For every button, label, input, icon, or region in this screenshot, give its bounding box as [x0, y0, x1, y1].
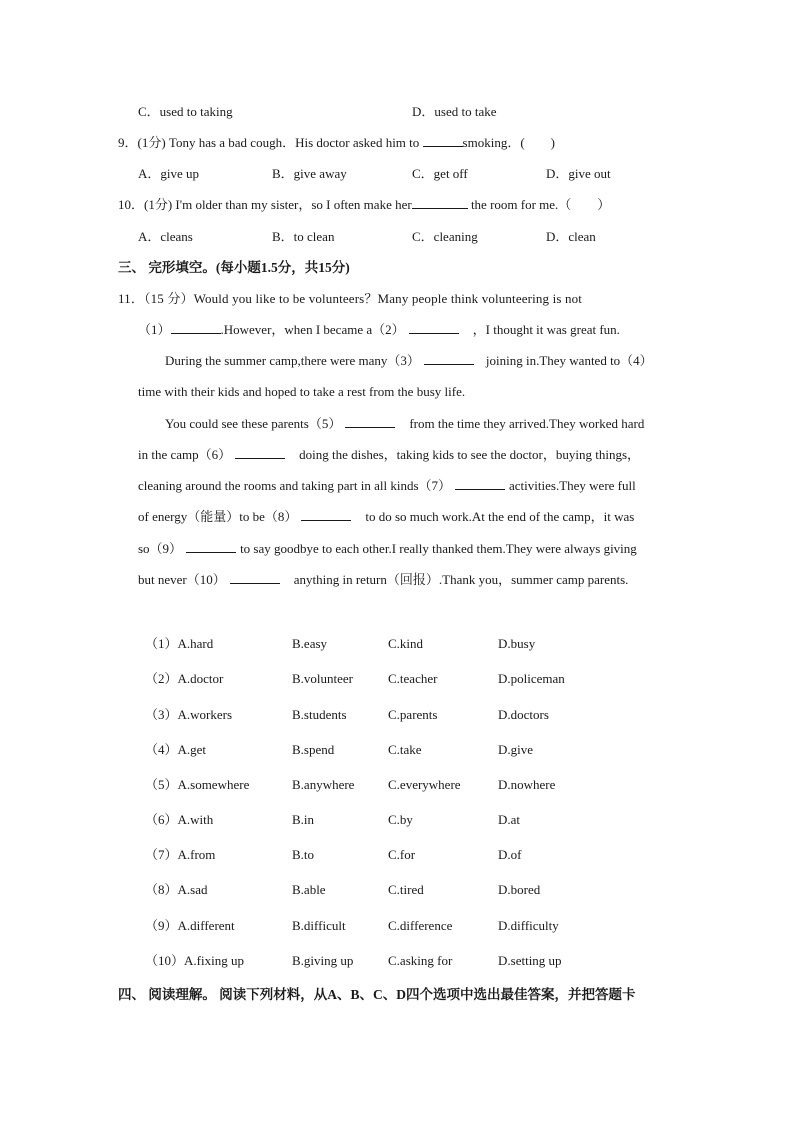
q9-blank [423, 134, 463, 147]
q8-option-c: C．used to taking [138, 104, 233, 119]
q9-option-d: D．give out [546, 166, 611, 181]
q11-line-9: so（9） to say goodbye to each other.I really thanked them.They were always giving [138, 541, 637, 556]
blank-5 [345, 415, 395, 428]
q11-line-8: of energy（能量）to be（8） to do so much work.At the end of the camp，it was [138, 509, 635, 524]
blank-3 [424, 352, 474, 365]
blank-10 [230, 571, 280, 584]
q11-line-4: time with their kids and hoped to take a rest from the busy life. [138, 384, 466, 399]
q9-stem: 9．(1分) Tony has a bad cough．His doctor asked him to smoking．( ) [118, 135, 555, 150]
q10-blank [412, 196, 468, 209]
blank-1 [171, 321, 221, 334]
q10-option-d: D．clean [546, 229, 596, 244]
blank-9 [186, 540, 236, 553]
blank-2 [409, 321, 459, 334]
q11-line-1: 11．（15 分）Would you like to be volunteers？Many people think volunteering is not [118, 291, 583, 306]
q11-line-3: During the summer camp,there were many（3） joining in.They wanted to（4） [165, 353, 653, 368]
q10-option-c: C．cleaning [412, 229, 478, 244]
q10-option-b: B．to clean [272, 229, 335, 244]
q11-line-7: cleaning around the rooms and taking part in all kinds（7） activities.They were full [138, 478, 636, 493]
q10-option-a: A．cleans [138, 229, 193, 244]
blank-7 [455, 477, 505, 490]
blank-6 [235, 446, 285, 459]
q11-line-2: （1） .However，when I became a（2） ，I thought it was great fun. [138, 322, 620, 337]
q9-option-b: B．give away [272, 166, 347, 181]
q9-option-c: C．get off [412, 166, 468, 181]
section3-heading: 三、 完形填空。(每小题1.5分，共15分) [118, 260, 350, 275]
q8-option-d: D．used to take [412, 104, 497, 119]
q11-line-10: but never（10） anything in return（回报）.Thank you，summer camp parents. [138, 572, 629, 587]
q11-line-5: You could see these parents（5） from the time they arrived.They worked hard [165, 416, 645, 431]
blank-8 [301, 508, 351, 521]
q9-option-a: A．give up [138, 166, 200, 181]
section4-heading: 四、 阅读理解。 阅读下列材料，从A、B、C、D四个选项中选出最佳答案，并把答题卡 [118, 987, 636, 1002]
q10-stem: 10．(1分) I'm older than my sister，so I often make her the room for me.（ ） [118, 197, 611, 212]
q11-line-6: in the camp（6） doing the dishes，taking kids to see the doctor，buying things， [138, 447, 641, 462]
